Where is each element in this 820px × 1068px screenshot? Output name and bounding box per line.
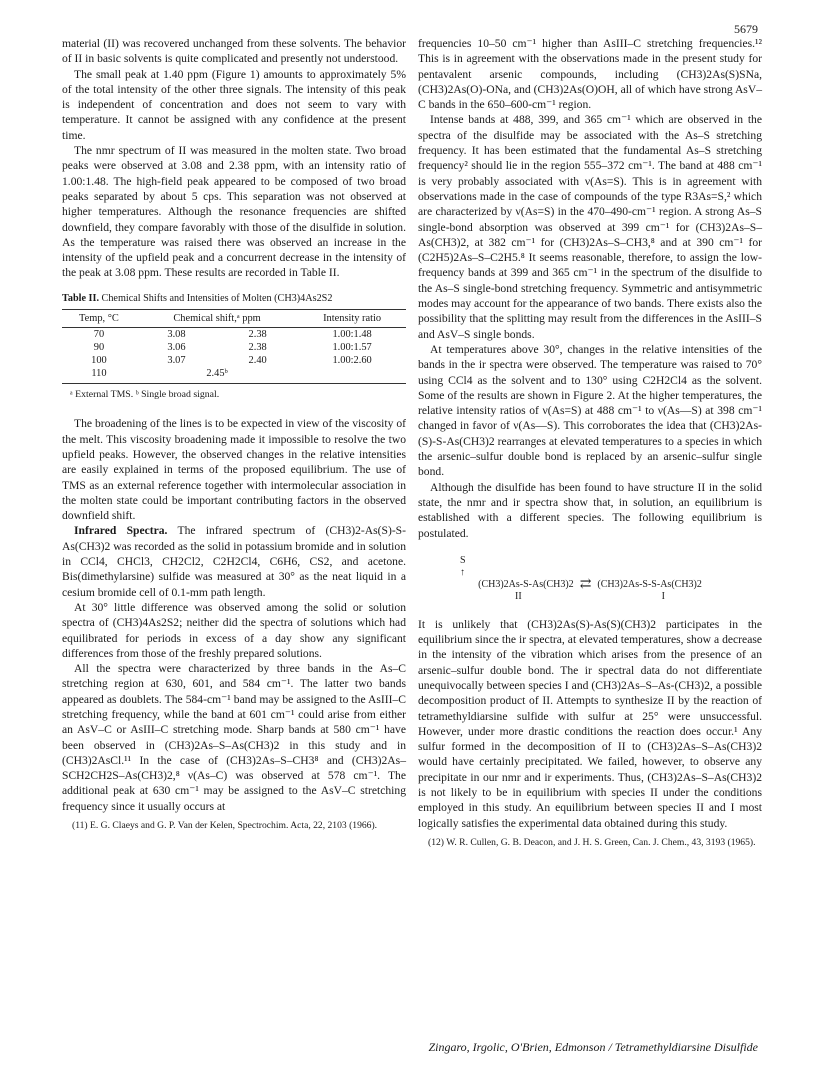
footnote-reference: (12) W. R. Cullen, G. B. Deacon, and J. H. S. Green, Can. J. Chem., 43, 3193 (1965). xyxy=(428,836,756,848)
nmr-table xyxy=(62,309,406,384)
paragraph: Intense bands at 488, 399, and 365 cm⁻¹ which are observed in the spectra of the disulfide may be associated with the As–S stretching frequency. It has been estimated that the fundamental As–S stretching frequency² should lie in the region 555–372 cm⁻¹. The band at 488 cm⁻¹ is very probably associated with ν(As=S). This is in agreement with observations made in the case of compounds of the type R3As=S,² which are characterized by ν(As=S) in the 470–490-cm⁻¹ region. A strong As–S single-bond absorption was observed at 399 cm⁻¹ for (CH3)2As–S–As(CH3)2, at 382 cm⁻¹ for (CH3)2As–S–CH3,⁸ and at 390 cm⁻¹ for (C2H5)2As–S–C2H5.⁸ It seems reasonable, therefore, to assign the low-frequency bands at 399 and 365 cm⁻¹ in the spectrum of the disulfide to the As–S single-bond stretching frequency. Symmetric and antisymmetric modes may account for the appearance of two bands. There exists also the possibility that the splitting may result from the differences in the AsIII–S and AsV–S single bonds. xyxy=(418,113,762,341)
equation-labels xyxy=(418,591,762,603)
table-cell: 1.00:2.60 xyxy=(332,355,372,367)
table-caption-text: Chemical Shifts and Intensities of Molten (CH3)4As2S2 xyxy=(101,292,333,304)
table-header-row xyxy=(62,310,406,328)
table-cell: 90 xyxy=(93,342,105,354)
left-column xyxy=(62,36,406,832)
table-cell: 1.00:1.57 xyxy=(332,342,372,354)
paragraph: frequencies 10–50 cm⁻¹ higher than AsIII–C stretching frequencies.¹² This is in agreement with the observations made in the present study for pentavalent arsenic compounds, including (CH3)2As(S)SNa, (CH3)2As(O)-ONa, and (CH3)2As(O)OH, all of which have strong AsV–C bands in the 650–600-cm⁻¹ region. xyxy=(418,37,762,112)
paragraph: Although the disulfide has been found to have structure II in the solid state, the nmr and ir spectra show that, in solution, an equilibrium is established with a different species. The following equilibrium is postulated. xyxy=(418,480,762,540)
table-row xyxy=(62,341,406,354)
table-cell: 2.38 xyxy=(248,342,267,354)
species-ii-formula: (CH3)2As-S-As(CH3)2 xyxy=(478,578,574,590)
right-column xyxy=(418,36,762,849)
table-cell: 2.38 xyxy=(248,329,267,341)
table-row xyxy=(62,328,406,342)
species-i-label: I xyxy=(661,590,665,602)
table-cell xyxy=(298,367,406,384)
table-header: Temp, °C xyxy=(62,310,136,328)
table-header: Chemical shift,ᵃ ppm xyxy=(136,310,298,328)
species-ii-label: II xyxy=(514,590,522,602)
equilibrium-arrow-icon: ⇄ xyxy=(579,576,592,592)
species-i xyxy=(597,579,701,591)
page-number: 5679 xyxy=(734,22,758,36)
table-cell: 3.08 xyxy=(167,329,186,341)
table-cell: 100 xyxy=(91,355,107,367)
table-cell: 3.06 xyxy=(167,342,186,354)
running-footer: Zingaro, Irgolic, O'Brien, Edmonson / Tetramethyldiarsine Disulfide xyxy=(428,1040,758,1054)
section-heading: Infrared Spectra. xyxy=(74,524,168,538)
paragraph: The broadening of the lines is to be expected in view of the viscosity of the melt. This viscosity broadening made it impossible to resolve the two upfield peaks. However, the observed changes in the relative intensities are easily explained in terms of the proposed equilibrium. The use of TMS as an external reference together with intermolecular association in the molten state could be important contributing factors in the observed downfield shift. xyxy=(62,417,406,523)
table-caption xyxy=(62,291,406,306)
paragraph-text: The infrared spectrum of (CH3)2-As(S)-S-As(CH3)2 was recorded as the solid in potassium bromide and in solution in CCl4, CHCl3, CH2Cl2, C2H2Cl4, C6H6, CS2, and acetone. Bis(dimethylarsine) sulfide was measured at 30° as the neat liquid in a cesium bromide cell of 0.1-mm path length. xyxy=(62,524,406,599)
paragraph: The nmr spectrum of II was measured in the molten state. Two broad peaks were observed at 3.08 and 2.38 ppm, with an intensity ratio of 1.00:1.48. The high-field peak appeared to be composed of two broad peaks separated by about 5 cps. This separation was not observed at higher temperatures. Although the resonance frequencies are shifted downfield, they compare favorably with those of the disulfide in solution. As the temperature was raised there was observed an increase in the intensity of the upfield peak and a concurrent decrease in the intensity of the peak at 3.08 ppm. These results are recorded in Table II. xyxy=(62,144,406,280)
paragraph: At 30° little difference was observed among the solid or solution spectra of (CH3)4As2S2; neither did the spectra of solutions which had equilibrated for periods in excess of a day show any significant differences from those of the freshly prepared solutions. xyxy=(62,600,406,660)
table-row xyxy=(62,354,406,367)
equation-row xyxy=(418,576,762,592)
paragraph: The small peak at 1.40 ppm (Figure 1) amounts to approximately 5% of the total intensity of the other three signals. The intensity of this peak is independent of concentration and does not seem to vary with temperature. It cannot be assigned with any confidence at the present time. xyxy=(62,67,406,142)
table-cell: 70 xyxy=(93,329,105,341)
table-cell: 110 xyxy=(62,367,136,384)
paragraph: It is unlikely that (CH3)2As(S)-As(S)(CH3)2 participates in the equilibrium since the ir spectra, at elevated temperatures, show a decrease in the intensity of the vibration which arises from the presence of an arsenic–sulfur double bond. The ir spectral data do not differentiate unequivocally between species I and (CH3)2As–S–As-(CH3)2, a possible decomposition product of II. Attempts to synthesize II by the reaction of tetramethyldiarsine sulfide with sulfur at 25° were unsuccessful. However, under more drastic conditions the reaction does occur.¹ Any sulfur formed in the decomposition of II to (CH3)2As–S–As(CH3)2 would have certainly precipitated. We failed, however, to observe any precipitate in our nmr and ir experiments. Thus, (CH3)2As–S–As(CH3)2 is not likely to be in equilibrium with species II under the conditions employed in this study. An equilibrium between species II and I most logically satisfies the experimental data obtained during this study. xyxy=(418,617,762,830)
paragraph xyxy=(62,523,406,599)
table-cell: 3.07 xyxy=(167,355,186,367)
table-label: Table II. xyxy=(62,292,99,304)
table-cell: 2.40 xyxy=(248,355,267,367)
species-i-formula: (CH3)2As-S-S-As(CH3)2 xyxy=(597,578,702,590)
dative-arrow-icon: ↑ xyxy=(460,566,465,578)
table-cell: 2.45ᵇ xyxy=(136,367,298,384)
sulfur-atom: S xyxy=(460,554,466,566)
paragraph: material (II) was recovered unchanged from these solvents. The behavior of II in basic solvents is quite complicated and presently not understood. xyxy=(62,37,406,66)
equilibrium-equation xyxy=(418,555,762,603)
footnote-reference: (11) E. G. Claeys and G. P. Van der Kelen, Spectrochim. Acta, 22, 2103 (1966). xyxy=(72,820,378,832)
paragraph: At temperatures above 30°, changes in the relative intensities of the bands in the ir spectra were observed. The temperature was raised to 70° using CCl4 as the solvent and to 130° using C2H2Cl4 as the solvent. Some of the results are shown in Figure 2. At the higher temperatures, the relative intensity ratios of ν(As=S) at 488 cm⁻¹ to ν(As—S) at 398 cm⁻¹ changed in favor of ν(As—S). This corroborates the idea that (CH3)2As-(S)-S-As(CH3)2 rearranges at elevated temperatures to a species in which the arsenic–sulfur double bond is replaced by an arsenic–sulfur single bond. xyxy=(418,342,762,479)
species-ii xyxy=(478,579,574,591)
table-header: Intensity ratio xyxy=(298,310,406,328)
table-cell: 1.00:1.48 xyxy=(332,329,372,341)
table-footnote: ᵃ External TMS. ᵇ Single broad signal. xyxy=(70,389,220,401)
paragraph: All the spectra were characterized by three bands in the As–C stretching region at 630, 601, and 584 cm⁻¹. The latter two bands appeared as doublets. The 584-cm⁻¹ band may be assigned to the AsIII–C stretching frequency, while the band at 601 cm⁻¹ could arise from either an AsV–C or AsIII–C stretching mode. Sharp bands at 580 cm⁻¹ have been observed in (CH3)2As–S–As(CH3)2 in this study and in (CH3)2AsCl.¹¹ In the case of (CH3)2As–S–CH3⁸ and (CH3)2As–SCH2CH2S–As(CH3)2,⁸ ν(As–C) was observed at 578 cm⁻¹. The additional peak at 630 cm⁻¹ may be assigned to the AsV–C stretching frequency since it usually occurs at xyxy=(62,662,406,813)
table-row xyxy=(62,367,406,384)
